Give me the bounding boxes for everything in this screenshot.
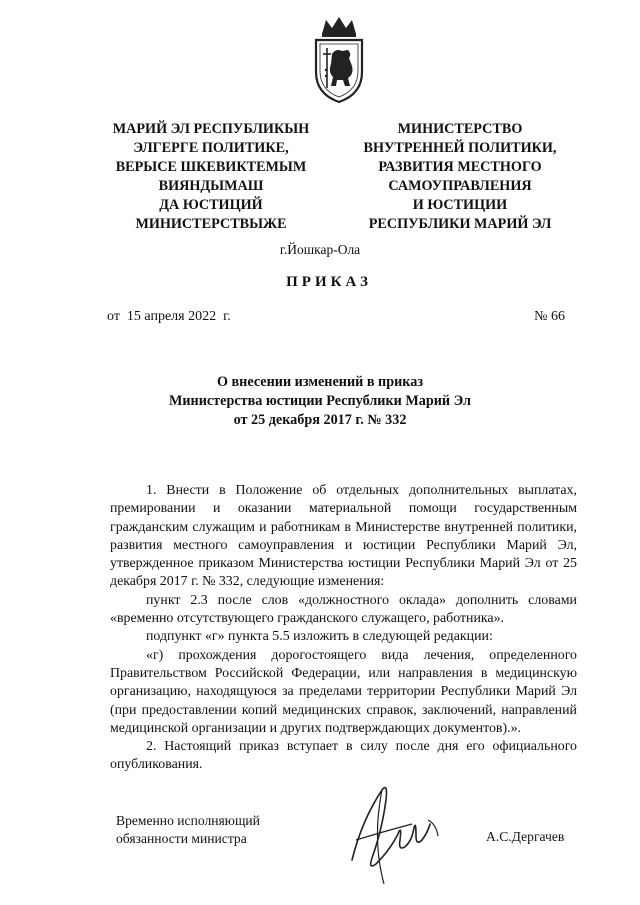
order-number: № 66 [534, 309, 565, 324]
city-name: г.Йошкар-Ола [279, 242, 361, 257]
position-line: Временно исполняющий [116, 813, 260, 828]
header-left-line: ЭЛГЕРГЕ ПОЛИТИКЕ, [133, 140, 289, 156]
body-paragraph: пункт 2.3 после слов «должностного оклада» дополнить словами «временно отсутствующего гражданского служащего, работника». [110, 592, 577, 627]
header-right-line: ВНУТРЕННЕЙ ПОЛИТИКИ, [363, 140, 557, 156]
header-right-line: РАЗВИТИЯ МЕСТНОГО [378, 159, 542, 175]
position-line: обязанности министра [116, 831, 247, 846]
header-left-marii [104, 120, 318, 234]
order-body [110, 482, 577, 775]
header-right-russian [350, 120, 570, 234]
signatory-position [116, 812, 260, 848]
signatory-name: А.С.Дергачев [486, 829, 565, 844]
header-right-line: И ЮСТИЦИИ [412, 197, 508, 213]
title-line: Министерства юстиции Республики Марий Эл [168, 393, 472, 409]
header-left-line: ВИЯНДЫМАШ [158, 178, 264, 194]
header-right-line: МИНИСТЕРСТВО [397, 121, 523, 137]
header-left-line: ВЕРЫСЕ ШКЕВИКТЕМЫМ [115, 159, 307, 175]
order-date: от 15 апреля 2022 г. [107, 309, 231, 324]
title-line: от 25 декабря 2017 г. № 332 [233, 412, 407, 428]
header-left-line: МИНИСТЕРСТВЫЖЕ [135, 216, 287, 232]
coat-of-arms-icon [296, 14, 382, 106]
document-type: ПРИКАЗ [286, 274, 372, 290]
body-paragraph: подпункт «г» пункта 5.5 изложить в следующей редакции: [146, 629, 493, 645]
title-line: О внесении изменений в приказ [216, 374, 424, 390]
body-paragraph: 1. Внести в Положение об отдельных дополнительных выплатах, премировании и оказании материальной помощи государственным гражданским служащим и работникам в Министерстве внутренней политики, развития местного самоуправления и юстиции Республики Марий Эл, утвержденное приказом Министерства юстиции Республики Марий Эл от 25 декабря 2017 г. № 332, следующие изменения: [110, 483, 577, 590]
header-right-line: РЕСПУБЛИКИ МАРИЙ ЭЛ [368, 216, 552, 232]
body-paragraph: 2. Настоящий приказ вступает в силу после дня его официального опубликования. [110, 739, 577, 773]
order-title [0, 373, 640, 430]
handwritten-signature [342, 780, 442, 892]
body-paragraph: «г) прохождения дорогостоящего вида лечения, определенного Правительством Российской Федерации, или направления в медицинскую организацию, находящуюся за пределами территории Республики Марий Эл (при предоставлении копий медицинских справок, заключений, направлений медицинской организации и других подтверждающих документов).». [110, 647, 577, 736]
header-right-line: САМОУПРАВЛЕНИЯ [388, 178, 532, 194]
header-left-line: МАРИЙ ЭЛ РЕСПУБЛИКЫН [112, 121, 310, 137]
header-left-line: ДА ЮСТИЦИЙ [159, 197, 263, 213]
